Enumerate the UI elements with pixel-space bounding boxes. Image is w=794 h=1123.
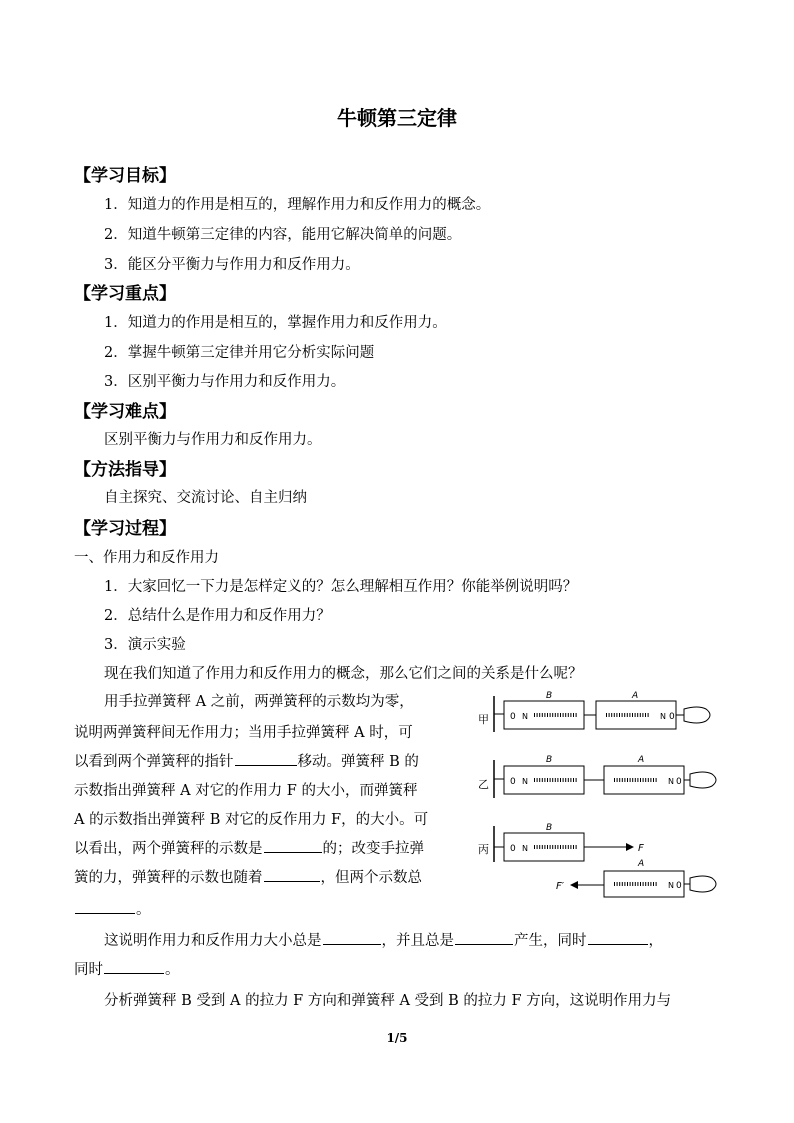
scale-label-b: B (546, 691, 553, 701)
para-line: 。 (74, 898, 151, 919)
difficulties-heading: 【学习难点】 (74, 402, 176, 422)
fill-blank[interactable] (588, 930, 648, 945)
scale-zero: 0 (669, 712, 675, 722)
analysis-text: 分析弹簧秤 B 受到 A 的拉力 F 方向和弹簧秤 A 受到 B 的拉力 F 方向，这说明作用力与 (104, 993, 672, 1009)
panel-label: 甲 (478, 713, 489, 726)
difficulties-text: 区别平衡力与作用力和反作用力。 (104, 432, 322, 448)
spring-scale-figure (476, 686, 722, 898)
key-point-item: 1．知道力的作用是相互的，掌握作用力和反作用力。 (104, 315, 447, 331)
scale-pole: N (522, 777, 528, 786)
scale-pole: N (522, 844, 528, 853)
scale-pole: N (668, 881, 674, 890)
objective-item: 2．知道牛顿第三定律的内容，能用它解决简单的问题。 (104, 227, 462, 243)
para-line: 示数指出弹簧秤 A 对它的作用力 F 的大小，而弹簧秤 (74, 783, 418, 799)
force-label-f-prime: F′ (556, 881, 565, 892)
para-line: 以看出，两个弹簧秤的示数是 的；改变手拉弹 (74, 837, 424, 858)
hand-icon (676, 707, 710, 723)
objective-item: 1．知道力的作用是相互的，理解作用力和反作用力的概念。 (104, 197, 491, 213)
para-line: A 的示数指出弹簧秤 B 对它的反作用力 F，的大小。可 (74, 812, 429, 828)
page-number: 1/5 (386, 1031, 408, 1045)
process-heading: 【学习过程】 (74, 519, 176, 539)
force-label-f: F (638, 843, 644, 854)
arrowhead (626, 843, 634, 851)
scale-pole: N (668, 777, 674, 786)
process-item: 3．演示实验 (104, 637, 186, 653)
hand-icon (684, 876, 716, 892)
fill-blank[interactable] (455, 930, 513, 945)
scale-zero: 0 (676, 777, 682, 787)
fill-blank[interactable] (264, 838, 322, 853)
scale-label-a: A (638, 755, 645, 765)
scale-pole: N (660, 712, 666, 721)
scale-zero: 0 (676, 881, 682, 891)
fill-blank[interactable] (323, 930, 381, 945)
arrowhead (570, 881, 578, 889)
hand-icon (684, 772, 716, 788)
scale-zero: 0 (510, 777, 516, 787)
page-title: 牛顿第三定律 (337, 106, 457, 130)
question-text: 现在我们知道了作用力和反作用力的概念，那么它们之间的关系是什么呢？ (104, 666, 583, 682)
key-point-item: 2．掌握牛顿第三定律并用它分析实际问题 (104, 345, 375, 361)
spring-scale-b (504, 701, 584, 729)
scale-label-a: A (632, 691, 639, 701)
objective-item: 3．能区分平衡力与作用力和反作用力。 (104, 257, 360, 273)
section-heading: 一、作用力和反作用力 (74, 550, 219, 566)
para-line: 说明两弹簧秤间无作用力；当用手拉弹簧秤 A 时，可 (74, 725, 413, 741)
fill-blank[interactable] (235, 751, 297, 766)
para-line: 簧的力，弹簧秤的示数也随着 ，但两个示数总 (74, 866, 422, 887)
method-text: 自主探究、交流讨论、自主归纳 (104, 490, 307, 506)
fill-blank[interactable] (75, 899, 135, 914)
key-points-heading: 【学习重点】 (74, 284, 176, 304)
spring-scale-b (504, 833, 584, 861)
panel-label: 乙 (478, 778, 489, 791)
para-line: 以看到两个弹簧秤的指针 移动。弹簧秤 B 的 (74, 750, 419, 771)
method-heading: 【方法指导】 (74, 460, 176, 480)
scale-label-b: B (546, 823, 553, 833)
summary-line: 同时 。 (74, 958, 180, 979)
key-point-item: 3．区别平衡力与作用力和反作用力。 (104, 374, 346, 390)
panel-label: 丙 (478, 843, 489, 856)
scale-zero: 0 (510, 844, 516, 854)
para-line: 用手拉弹簧秤 A 之前，两弹簧秤的示数均为零， (104, 694, 414, 710)
summary-line: 这说明作用力和反作用力大小总是 ，并且总是 产生，同时 ， (104, 929, 663, 950)
spring-scale-b (504, 766, 584, 794)
fill-blank[interactable] (264, 867, 320, 882)
scale-label-b: B (546, 755, 553, 765)
scale-label-a: A (638, 859, 645, 869)
fill-blank[interactable] (104, 959, 164, 974)
scale-pole: N (522, 712, 528, 721)
process-item: 1．大家回忆一下力是怎样定义的？怎么理解相互作用？你能举例说明吗？ (104, 579, 578, 595)
process-item: 2．总结什么是作用力和反作用力？ (104, 608, 331, 624)
objectives-heading: 【学习目标】 (74, 166, 176, 186)
scale-zero: 0 (510, 712, 516, 722)
